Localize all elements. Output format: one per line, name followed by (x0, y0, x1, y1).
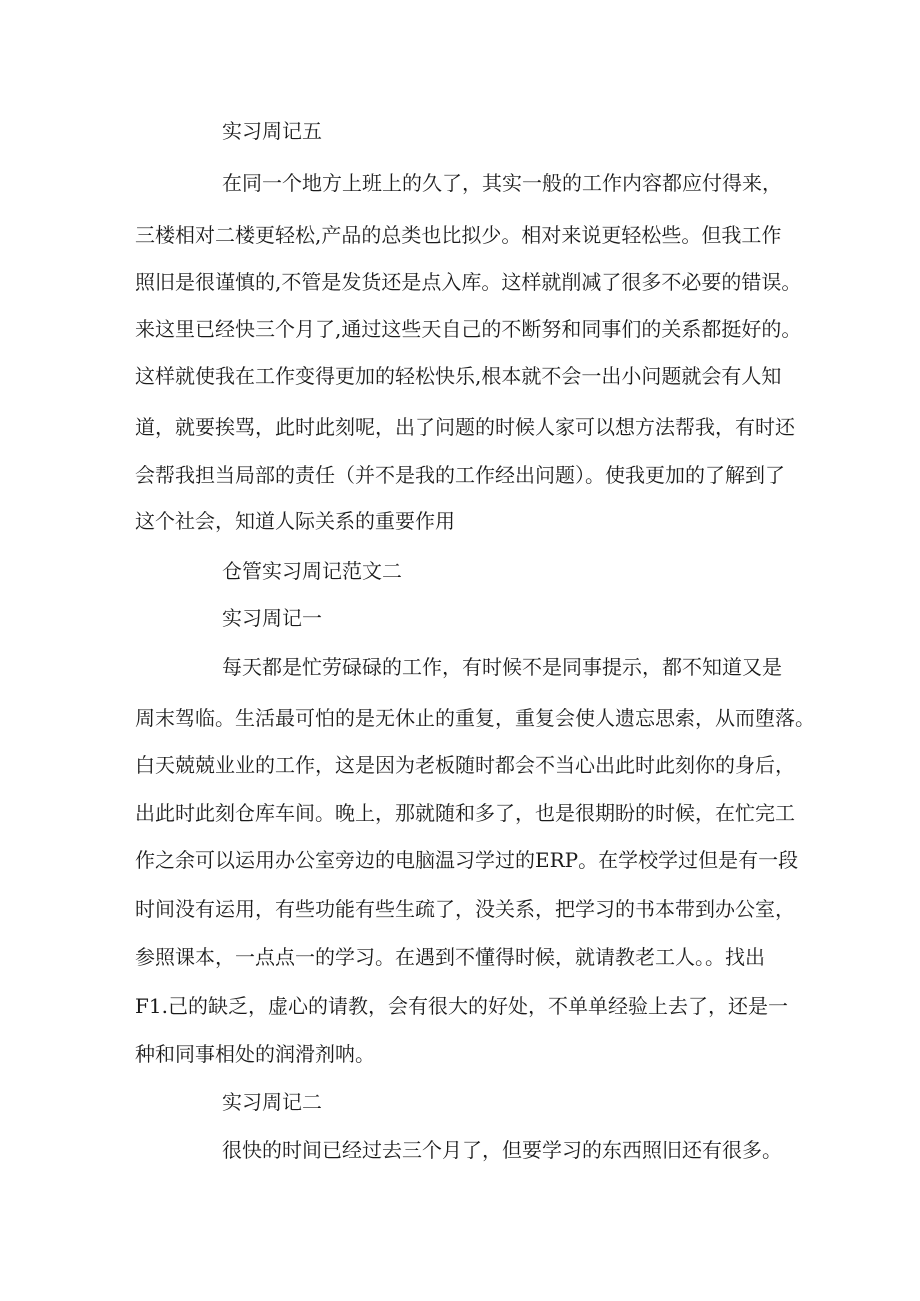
paragraph-line: 照旧是很谨慎的,不管是发货还是点入库。这样就削减了很多不必要的错误。 (135, 270, 802, 294)
paragraph-line: 种和同事相处的润滑剂呐。 (135, 1042, 375, 1066)
section-heading-week5: 实习周记五 (222, 119, 322, 143)
paragraph-line: 白天兢兢业业的工作，这是因为老板随时都会不当心出此时此刻你的身后， (135, 753, 795, 777)
paragraph-line: 三楼相对二楼更轻松,产品的总类也比拟少。相对来说更轻松些。但我工作 (135, 223, 782, 247)
section-heading-sample2: 仓管实习周记范文二 (222, 559, 402, 583)
paragraph-line: 每天都是忙劳碌碌的工作，有时候不是同事提示，都不知道又是 (222, 655, 782, 679)
section-heading-week2: 实习周记二 (222, 1090, 322, 1114)
paragraph-line: 参照课本，一点点一的学习。在遇到不懂得时候，就请教老工人。。找出 (135, 945, 765, 969)
paragraph-line: 会帮我担当局部的责任（并不是我的工作经出问题）。使我更加的了解到了 (135, 463, 785, 487)
paragraph-line: 时间没有运用，有些功能有些生疏了，没关系，把学习的书本带到办公室， (135, 897, 795, 921)
section-heading-week1: 实习周记一 (222, 606, 322, 630)
paragraph-line: 周末驾临。生活最可怕的是无休止的重复，重复会使人遗忘思索，从而堕落。 (135, 706, 815, 730)
paragraph-line: F1.己的缺乏，虚心的请教，会有很大的好处，不单单经验上去了，还是一 (135, 994, 788, 1018)
paragraph-line: 这个社会，知道人际关系的重要作用 (135, 509, 455, 533)
paragraph-line: 道，就要挨骂，此时此刻呢，出了问题的时候人家可以想方法帮我，有时还 (135, 415, 795, 439)
paragraph-line: 出此时此刻仓库车间。晚上，那就随和多了，也是很期盼的时候，在忙完工 (135, 801, 795, 825)
paragraph-line: 来这里已经快三个月了,通过这些天自己的不断努和同事们的关系都挺好的。 (135, 317, 802, 341)
paragraph-line: 很快的时间已经过去三个月了，但要学习的东西照旧还有很多。 (222, 1138, 782, 1162)
paragraph-line: 作之余可以运用办公室旁边的电脑温习学过的ERP。在学校学过但是有一段 (135, 848, 799, 872)
paragraph-line: 在同一个地方上班上的久了，其实一般的工作内容都应付得来， (222, 171, 782, 195)
paragraph-line: 这样就使我在工作变得更加的轻松快乐,根本就不会一出小问题就会有人知 (135, 364, 782, 388)
